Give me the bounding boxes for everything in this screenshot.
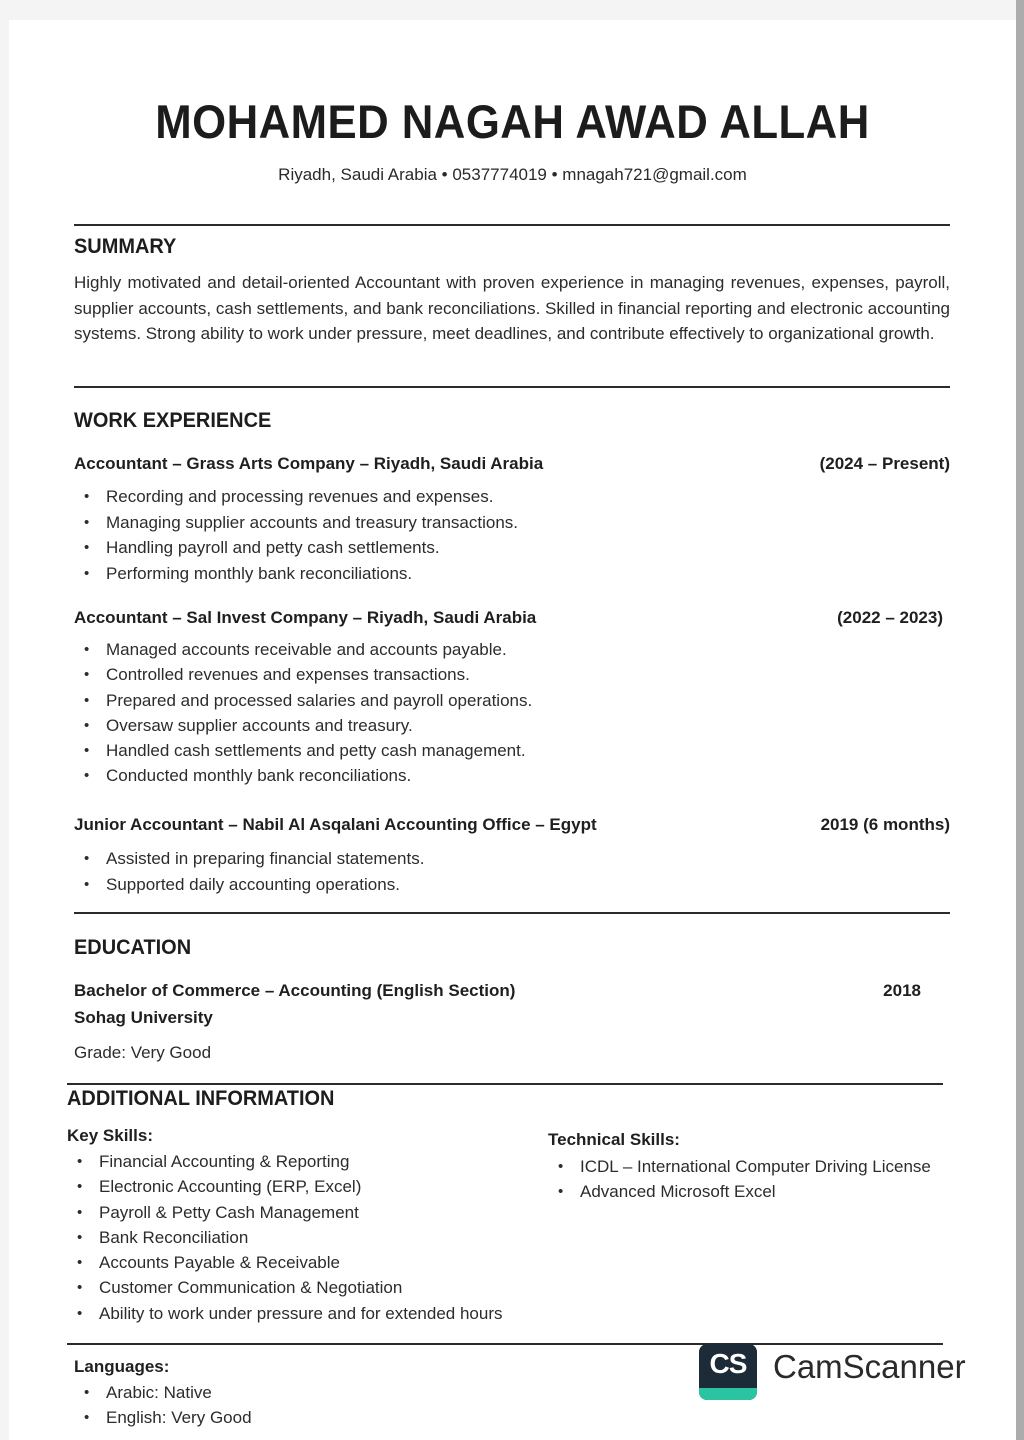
list-item: • Prepared and processed salaries and payroll operations.	[74, 688, 532, 713]
list-item: • Financial Accounting & Reporting	[67, 1149, 503, 1174]
candidate-name: MOHAMED NAGAH AWAD ALLAH	[155, 95, 870, 148]
graduation-year: 2018	[883, 981, 921, 1000]
list-item: • Handling payroll and petty cash settlements.	[74, 535, 518, 561]
list-item: • Oversaw supplier accounts and treasury.	[74, 713, 532, 738]
degree-title: Bachelor of Commerce – Accounting (English Section)	[74, 981, 516, 1000]
job-title: Accountant – Sal Invest Company – Riyadh, Saudi Arabia	[74, 608, 537, 627]
education-heading: EDUCATION	[74, 936, 192, 959]
divider	[67, 1083, 943, 1085]
list-item: • Supported daily accounting operations.	[74, 872, 424, 898]
list-item: • Accounts Payable & Receivable	[67, 1250, 503, 1275]
list-item: • Customer Communication & Negotiation	[67, 1275, 503, 1300]
logo-accent-bar	[699, 1388, 757, 1400]
list-item: • Recording and processing revenues and expenses.	[74, 484, 518, 510]
technical-skills-label: Technical Skills:	[548, 1130, 680, 1149]
university-name: Sohag University	[74, 1008, 213, 1027]
list-item: • Managing supplier accounts and treasury transactions.	[74, 510, 518, 536]
list-item: • Conducted monthly bank reconciliations.	[74, 763, 532, 788]
job-dates: 2019 (6 months)	[820, 815, 950, 834]
list-item: • Advanced Microsoft Excel	[548, 1179, 931, 1204]
list-item: • Handled cash settlements and petty cash management.	[74, 738, 532, 763]
list-item: • Electronic Accounting (ERP, Excel)	[67, 1174, 503, 1199]
summary-text: Highly motivated and detail-oriented Accountant with proven experience in managing revenues, expenses, payroll, supplier accounts, cash settlements, and bank reconciliations. Skilled in financial reporting and electronic accounting systems. Strong ability to work under pressure, meet deadlines, and contribute effectively to organizational growth.	[74, 273, 950, 343]
list-item: • Bank Reconciliation	[67, 1225, 503, 1250]
list-item: • Payroll & Petty Cash Management	[67, 1200, 503, 1225]
list-item: • Ability to work under pressure and for extended hours	[67, 1301, 503, 1326]
logo-monogram: CS	[709, 1348, 747, 1379]
summary-heading: SUMMARY	[74, 235, 177, 258]
list-item: • ICDL – International Computer Driving License	[548, 1154, 931, 1179]
list-item: • Controlled revenues and expenses transactions.	[74, 662, 532, 687]
technical-skills-list	[548, 1154, 931, 1205]
camscanner-logo-icon	[699, 1344, 757, 1400]
list-item: • Arabic: Native	[74, 1380, 252, 1405]
page-edge-shadow	[1016, 0, 1024, 1440]
list-item: • Performing monthly bank reconciliations.	[74, 561, 518, 587]
work-experience-heading: WORK EXPERIENCE	[74, 409, 272, 432]
job-dates: (2022 – 2023)	[837, 608, 943, 627]
job-duties-list	[74, 846, 424, 897]
divider	[74, 224, 950, 226]
camscanner-wordmark: CamScanner	[773, 1348, 966, 1385]
job-dates: (2024 – Present)	[819, 454, 950, 473]
job-duties-list	[74, 484, 518, 586]
contact-line: Riyadh, Saudi Arabia • 0537774019 • mnagah721@gmail.com	[278, 165, 747, 184]
job-title: Junior Accountant – Nabil Al Asqalani Accounting Office – Egypt	[74, 815, 597, 834]
divider	[74, 912, 950, 914]
additional-info-heading: ADDITIONAL INFORMATION	[67, 1087, 335, 1110]
list-item: • English: Very Good	[74, 1405, 252, 1430]
job-title: Accountant – Grass Arts Company – Riyadh, Saudi Arabia	[74, 454, 544, 473]
languages-list	[74, 1380, 252, 1431]
key-skills-list	[67, 1149, 503, 1326]
list-item: • Managed accounts receivable and accounts payable.	[74, 637, 532, 662]
divider	[67, 1343, 943, 1345]
key-skills-label: Key Skills:	[67, 1126, 153, 1145]
list-item: • Assisted in preparing financial statements.	[74, 846, 424, 872]
job-duties-list	[74, 637, 532, 789]
divider	[74, 386, 950, 388]
grade: Grade: Very Good	[74, 1043, 212, 1062]
resume-page	[9, 20, 1016, 1440]
languages-label: Languages:	[74, 1357, 170, 1376]
